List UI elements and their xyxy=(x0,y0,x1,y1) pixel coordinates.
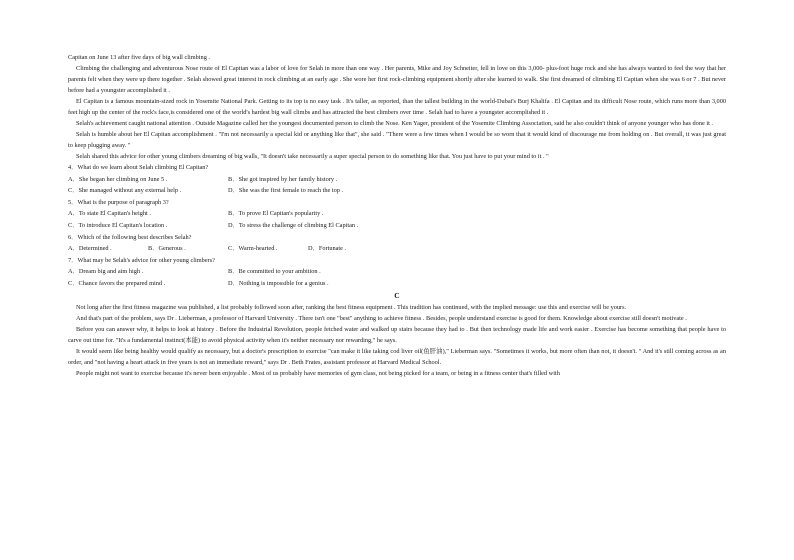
passage-b xyxy=(68,52,726,162)
option-row xyxy=(68,278,726,290)
option-row xyxy=(68,266,726,278)
option-row xyxy=(68,208,726,220)
option: A．She began her climbing on June 5 . xyxy=(68,175,168,183)
paragraph: And that's part of the problem, says Dr . Lieberman, a professor of Harvard University . There isn't one "best" anything to achieve fitness . Besides, people understand exercise is good for them. Knowledge about exercise still doesn't motivate . xyxy=(76,314,687,322)
paragraph: Selah's achievement caught national attention . Outside Magazine called her the youngest documented person to climb the Nose. Ken Yager, president of the Yosemite Climbing Association, said he also couldn't think of anyone younger who has done it . xyxy=(76,120,713,127)
option: A．Determined . xyxy=(68,245,112,253)
question-stem: 4．What do we learn about Selah climbing El Capitan? xyxy=(68,164,209,171)
paragraph: Selah shared this advice for other young climbers dreaming of big walls, "It doesn't take necessarily a super special person to do something like that. You just have to put your mind to it . " xyxy=(76,153,549,160)
option-row xyxy=(68,185,726,197)
option: A．Dream big and aim high . xyxy=(68,268,144,276)
question-stem: 7．What may be Selah's advice for other young climbers? xyxy=(68,256,215,264)
questions xyxy=(68,162,726,290)
passage-c xyxy=(68,302,726,379)
option: B．She got inspired by her family history . xyxy=(228,175,338,183)
paragraph: Selah is humble about her El Capitan accomplishment . "I'm not necessarily a special kid or anything like that", she said . "There were a few times when I would be so worn that it would kind of discourage me from holding on . But overall, it was just great to keep plugging away. " xyxy=(68,131,726,149)
paragraph: El Capitan is a famous mountain-sized rock in Yosemite National Park. Getting to its top is no easy task . It's taller, as reported, than the tallest building in the world-Dubai's Burj Khalifa . El Capitan and its difficult Nose route, which runs more than 3,000 feet high up the center of the rock's face,is considered one of the world's hardest big wall climbs and has attracted the best climbers over time . Selah had to have a youngster accomplished it . xyxy=(68,98,726,116)
option: D．Fortunate . xyxy=(308,245,347,253)
option: A．To state El Capitan's height . xyxy=(68,210,151,218)
question-stem: 6．Which of the following best describes Selah? xyxy=(68,233,192,241)
option: D．Nothing is impossible for a genius . xyxy=(228,279,329,287)
option: B．To prove El Capitan's popularity . xyxy=(228,210,324,218)
option: C．She managed without any external help . xyxy=(68,187,182,195)
paragraph: Before you can answer why, it helps to look at history . Before the Industrial Revolution, people fetched water and walked up stairs because they had to . But then technology made life and work easier . Exercise has become something that people have to carve out time for. "It's a fundamental instinct(本能) to avoid physical activity when it's neither necessary nor rewarding," he says. xyxy=(68,325,726,344)
option: D．She was the first female to reach the top . xyxy=(228,187,344,195)
option: B．Be committed to your ambition . xyxy=(228,268,321,276)
option-row xyxy=(68,243,726,255)
option-row xyxy=(68,174,726,186)
paragraph: It would seem like being healthy would qualify as necessary, but a doctor's prescription to exercise "can make it like taking cod liver oil(鱼肝油)," Lieberman says. "Sometimes it works, but more often than not, it doesn't. " And it's still coming across as an order, and "not having a heart attack in five years is not an immediate reward," says Dr . Beth Frates, assistant professor at Harvard Medical School. xyxy=(68,347,726,366)
option: B．Generous . xyxy=(148,245,186,253)
document-page xyxy=(68,52,726,379)
option: C．Chance favors the prepared mind . xyxy=(68,279,166,287)
option-row xyxy=(68,220,726,232)
option: C．To introduce El Capitan's location . xyxy=(68,221,168,229)
section-title: C xyxy=(394,290,400,300)
option: D．To stress the challenge of climbing El Capitan . xyxy=(228,221,359,229)
paragraph: Climbing the challenging and adventurous Nose route of El Capitan was a labor of love for Selah in more than one way . Her parents, Mike and Joy Schneiter, fell in love on this 3,000- plus-foot huge rock and she has always wanted to feel the way that her parents felt when they were up there together . Selah showed great interest in rock climbing at an early age . She wore her first rock-climbing equipment shortly after she learned to walk. She first dreamed of climbing El Capitan when she was 6 or 7 . But never before had a youngster accomplished it . xyxy=(68,65,726,94)
paragraph: Capitan on June 13 after five days of big wall climbing . xyxy=(68,54,210,61)
paragraph: Not long after the first fitness magazine was published, a list probably followed soon after, ranking the best fitness equipment . This tradition has continued, with the implied message: use this and exercise will be yours. xyxy=(76,303,627,311)
paragraph: People might not want to exercise because it's never been enjoyable . Most of us probably have memories of gym class, not being picked for a team, or being in a fitness center that's filled with xyxy=(76,369,560,377)
question-stem: 5．What is the purpose of paragraph 3? xyxy=(68,198,169,206)
option: C．Warm-hearted . xyxy=(228,245,278,253)
